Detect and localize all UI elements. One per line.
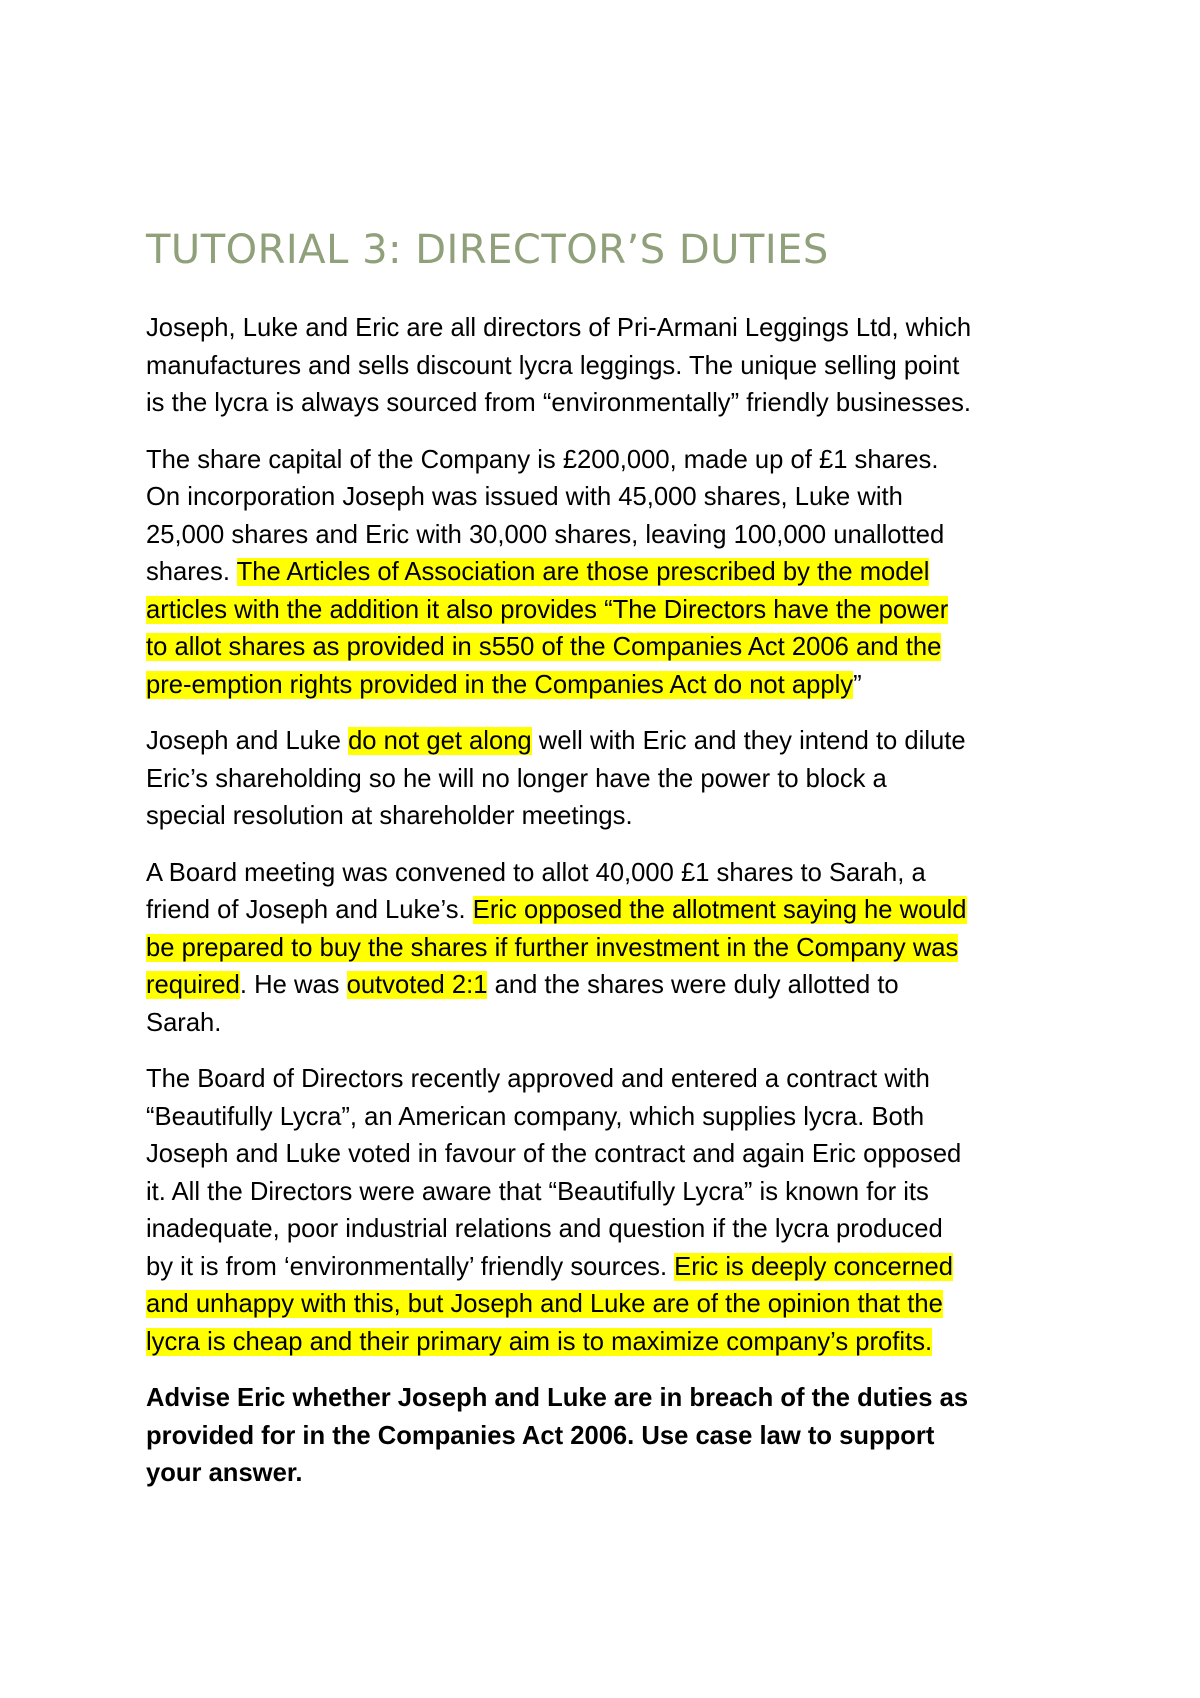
text-segment: your answer. [146,1459,303,1487]
text-segment: Joseph and Luke voted in favour of the contract and again Eric opposed [146,1140,962,1168]
highlighted-text: The Articles of Association are those prescribed by the model [236,558,930,586]
text-segment: Advise Eric whether Joseph and Luke are in breach of the duties as [146,1384,969,1412]
highlighted-text: Eric opposed the allotment saying he would [472,896,967,924]
text-segment: provided for in the Companies Act 2006. Use case law to support [146,1421,935,1450]
highlighted-text: do not get along [348,727,532,755]
text-segment: well with Eric and they intend to dilute [531,727,966,755]
highlighted-text: Eric is deeply concerned [674,1252,954,1281]
text-line [146,855,1086,893]
highlighted-text: be prepared to buy the shares if further investment in the Company was [146,933,959,962]
text-segment: 25,000 shares and Eric with 30,000 shares, leaving 100,000 unallotted [146,520,945,549]
text-segment: inadequate, poor industrial relations and question if the lycra produced [146,1215,943,1243]
text-line [146,1249,1086,1287]
text-line [146,442,1086,480]
text-line [146,592,1086,630]
text-line [146,1174,1086,1212]
text-line [146,1286,1086,1324]
highlighted-text: required [146,971,240,999]
text-segment: friend of Joseph and Luke’s. [146,896,473,924]
text-segment: manufactures and sells discount lycra leggings. The unique selling point [146,351,960,380]
text-line [146,1136,1086,1174]
text-segment: it. All the Directors were aware that “Beautifully Lycra” is known for its [146,1177,929,1206]
paragraph [146,1061,1086,1361]
paragraph [146,442,1086,705]
text-segment: and the shares were duly allotted to [487,971,899,999]
highlighted-text: outvoted 2:1 [346,971,488,999]
highlighted-text: articles with the addition it also provides “The Directors have the power [146,595,949,624]
text-segment: . He was [239,971,347,999]
text-line [146,967,1086,1005]
text-segment: is the lycra is always sourced from “environmentally” friendly businesses. [146,389,971,417]
text-line [146,930,1086,968]
highlighted-text: and unhappy with this, but Joseph and Luke are of the opinion that the [146,1290,943,1318]
highlighted-text: to allot shares as provided in s550 of the Companies Act 2006 and the [146,633,942,661]
text-line [146,892,1086,930]
page-title: TUTORIAL 3: DIRECTOR’S DUTIES [146,227,829,273]
paragraph [146,723,1086,836]
text-segment: ” [853,670,862,699]
text-line [146,1211,1086,1249]
text-line [146,554,1086,592]
text-line [146,1418,1086,1456]
text-line [146,798,1086,836]
text-segment: by it is from ‘environmentally’ friendly sources. [146,1252,675,1281]
text-line [146,479,1086,517]
text-line [146,1324,1086,1362]
text-line [146,629,1086,667]
text-line [146,1099,1086,1137]
text-line [146,385,1086,423]
text-line [146,310,1086,348]
text-segment: “Beautifully Lycra”, an American company, which supplies lycra. Both [146,1102,925,1131]
text-line [146,517,1086,555]
text-segment: shares. [146,558,237,586]
text-line [146,1061,1086,1099]
text-segment: Eric’s shareholding so he will no longer have the power to block a [146,764,887,793]
text-line [146,1380,1086,1418]
text-segment: On incorporation Joseph was issued with 45,000 shares, Luke with [146,483,903,511]
question-paragraph [146,1380,1086,1493]
paragraph [146,310,1086,423]
text-line [146,761,1086,799]
text-segment: The Board of Directors recently approved and entered a contract with [146,1065,930,1093]
paragraph [146,855,1086,1043]
text-segment: Joseph and Luke [146,727,349,755]
text-line [146,1005,1086,1043]
text-segment: Sarah. [146,1008,222,1037]
document-body [146,310,1086,1512]
text-line [146,667,1086,705]
text-segment: Joseph, Luke and Eric are all directors of Pri-Armani Leggings Ltd, which [146,314,972,342]
text-line [146,1455,1086,1493]
highlighted-text: lycra is cheap and their primary aim is to maximize company’s profits. [146,1327,933,1356]
text-segment: special resolution at shareholder meetings. [146,802,633,830]
text-segment: A Board meeting was convened to allot 40,000 £1 shares to Sarah, a [146,858,926,887]
text-line [146,723,1086,761]
text-line [146,348,1086,386]
highlighted-text: pre-emption rights provided in the Companies Act do not apply [146,670,854,699]
text-segment: The share capital of the Company is £200,000, made up of £1 shares. [146,445,939,474]
